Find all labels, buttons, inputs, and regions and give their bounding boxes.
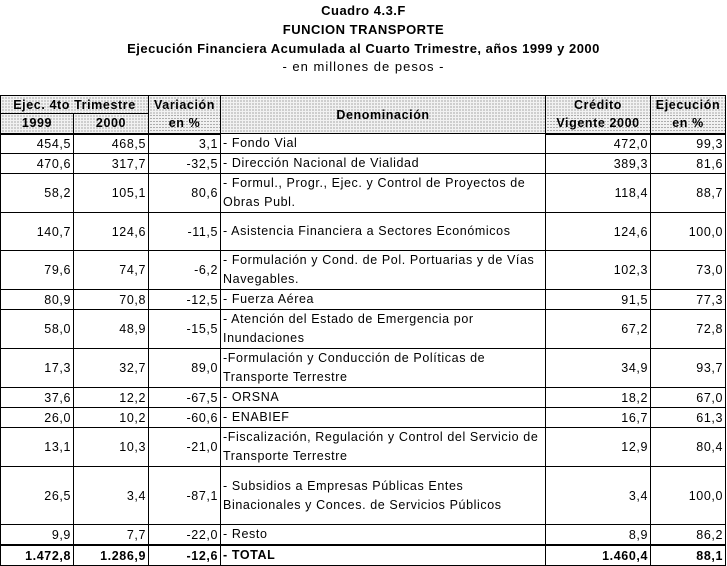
denomination-cell: - Resto — [221, 525, 546, 546]
header-ejecucion-unit: en % — [651, 114, 726, 134]
table-row — [1, 525, 726, 546]
header-2000: 2000 — [74, 114, 149, 134]
header-ejecucion: Ejecución — [651, 96, 726, 114]
execution-table — [0, 95, 726, 566]
value-2000-cell: 7,7 — [74, 525, 149, 546]
execution-pct-cell: 67,0 — [651, 388, 726, 408]
credit-vigente-cell: 12,9 — [546, 428, 651, 467]
table-row — [1, 310, 726, 349]
value-1999-cell: 37,6 — [1, 388, 74, 408]
table-row — [1, 467, 726, 525]
value-2000-cell: 3,4 — [74, 467, 149, 525]
table-row — [1, 134, 726, 154]
variation-pct-cell: -6,2 — [149, 251, 221, 290]
total-execution-pct-cell: 88,1 — [651, 545, 726, 566]
credit-vigente-cell: 34,9 — [546, 349, 651, 388]
credit-vigente-cell: 472,0 — [546, 134, 651, 154]
credit-vigente-cell: 16,7 — [546, 408, 651, 428]
header-1999: 1999 — [1, 114, 74, 134]
value-1999-cell: 80,9 — [1, 290, 74, 310]
header-variacion-unit: en % — [149, 114, 221, 134]
header-variacion: Variación — [149, 96, 221, 114]
value-1999-cell: 26,5 — [1, 467, 74, 525]
value-1999-cell: 79,6 — [1, 251, 74, 290]
variation-pct-cell: 3,1 — [149, 134, 221, 154]
table-row — [1, 349, 726, 388]
variation-pct-cell: -22,0 — [149, 525, 221, 546]
value-1999-cell: 9,9 — [1, 525, 74, 546]
header-credito-vigente: Vigente 2000 — [546, 114, 651, 134]
value-1999-cell: 470,6 — [1, 154, 74, 174]
denomination-cell: - Fuerza Aérea — [221, 290, 546, 310]
table-number: Cuadro 4.3.F — [321, 3, 406, 18]
value-2000-cell: 10,2 — [74, 408, 149, 428]
total-value-2000-cell: 1.286,9 — [74, 545, 149, 566]
execution-pct-cell: 100,0 — [651, 213, 726, 251]
value-2000-cell: 124,6 — [74, 213, 149, 251]
table-row — [1, 388, 726, 408]
table-titles — [0, 0, 727, 76]
execution-pct-cell: 73,0 — [651, 251, 726, 290]
value-2000-cell: 105,1 — [74, 174, 149, 213]
value-1999-cell: 58,0 — [1, 310, 74, 349]
variation-pct-cell: -32,5 — [149, 154, 221, 174]
variation-pct-cell: -11,5 — [149, 213, 221, 251]
credit-vigente-cell: 102,3 — [546, 251, 651, 290]
execution-pct-cell: 99,3 — [651, 134, 726, 154]
denomination-cell: - Fondo Vial — [221, 134, 546, 154]
variation-pct-cell: -67,5 — [149, 388, 221, 408]
value-2000-cell: 317,7 — [74, 154, 149, 174]
table-row — [1, 251, 726, 290]
denomination-cell: - ORSNA — [221, 388, 546, 408]
execution-pct-cell: 86,2 — [651, 525, 726, 546]
total-value-1999-cell: 1.472,8 — [1, 545, 74, 566]
execution-pct-cell: 72,8 — [651, 310, 726, 349]
table-row — [1, 174, 726, 213]
value-1999-cell: 26,0 — [1, 408, 74, 428]
total-variation-pct-cell: -12,6 — [149, 545, 221, 566]
variation-pct-cell: 89,0 — [149, 349, 221, 388]
header-credito: Crédito — [546, 96, 651, 114]
execution-pct-cell: 61,3 — [651, 408, 726, 428]
total-denomination-cell: - TOTAL — [221, 545, 546, 566]
denomination-cell: - Formul., Progr., Ejec. y Control de Proyectos de Obras Publ. — [221, 174, 546, 213]
table-row — [1, 154, 726, 174]
value-2000-cell: 48,9 — [74, 310, 149, 349]
credit-vigente-cell: 3,4 — [546, 467, 651, 525]
execution-pct-cell: 88,7 — [651, 174, 726, 213]
header-ejec-trimestre: Ejec. 4to Trimestre — [1, 96, 149, 114]
variation-pct-cell: -12,5 — [149, 290, 221, 310]
credit-vigente-cell: 124,6 — [546, 213, 651, 251]
variation-pct-cell: -15,5 — [149, 310, 221, 349]
variation-pct-cell: -87,1 — [149, 467, 221, 525]
function-title: FUNCION TRANSPORTE — [282, 22, 445, 37]
table-row — [1, 428, 726, 467]
denomination-cell: - ENABIEF — [221, 408, 546, 428]
unit-note: - en millones de pesos - — [282, 59, 445, 74]
variation-pct-cell: -60,6 — [149, 408, 221, 428]
variation-pct-cell: -21,0 — [149, 428, 221, 467]
value-1999-cell: 140,7 — [1, 213, 74, 251]
value-1999-cell: 454,5 — [1, 134, 74, 154]
denomination-cell: - Atención del Estado de Emergencia por Inundaciones — [221, 310, 546, 349]
value-2000-cell: 32,7 — [74, 349, 149, 388]
credit-vigente-cell: 389,3 — [546, 154, 651, 174]
denomination-cell: - Asistencia Financiera a Sectores Económicos — [221, 213, 546, 251]
table-row — [1, 213, 726, 251]
value-1999-cell: 17,3 — [1, 349, 74, 388]
denomination-cell: -Fiscalización, Regulación y Control del Servicio de Transporte Terrestre — [221, 428, 546, 467]
table-row — [1, 290, 726, 310]
value-2000-cell: 10,3 — [74, 428, 149, 467]
credit-vigente-cell: 67,2 — [546, 310, 651, 349]
execution-pct-cell: 100,0 — [651, 467, 726, 525]
value-1999-cell: 13,1 — [1, 428, 74, 467]
execution-pct-cell: 81,6 — [651, 154, 726, 174]
credit-vigente-cell: 91,5 — [546, 290, 651, 310]
total-row — [1, 545, 726, 566]
variation-pct-cell: 80,6 — [149, 174, 221, 213]
denomination-cell: -Formulación y Conducción de Políticas de Transporte Terrestre — [221, 349, 546, 388]
execution-pct-cell: 77,3 — [651, 290, 726, 310]
denomination-cell: - Dirección Nacional de Vialidad — [221, 154, 546, 174]
credit-vigente-cell: 118,4 — [546, 174, 651, 213]
value-2000-cell: 74,7 — [74, 251, 149, 290]
denomination-cell: - Formulación y Cond. de Pol. Portuarias y de Vías Navegables. — [221, 251, 546, 290]
denomination-cell: - Subsidios a Empresas Públicas Entes Binacionales y Conces. de Servicios Públicos — [221, 467, 546, 525]
table-description: Ejecución Financiera Acumulada al Cuarto Trimestre, años 1999 y 2000 — [127, 41, 600, 56]
execution-pct-cell: 80,4 — [651, 428, 726, 467]
execution-pct-cell: 93,7 — [651, 349, 726, 388]
value-1999-cell: 58,2 — [1, 174, 74, 213]
credit-vigente-cell: 8,9 — [546, 525, 651, 546]
total-credit-vigente-cell: 1.460,4 — [546, 545, 651, 566]
table-row — [1, 408, 726, 428]
header-denominacion: Denominación — [221, 96, 546, 134]
value-2000-cell: 12,2 — [74, 388, 149, 408]
value-2000-cell: 70,8 — [74, 290, 149, 310]
credit-vigente-cell: 18,2 — [546, 388, 651, 408]
value-2000-cell: 468,5 — [74, 134, 149, 154]
